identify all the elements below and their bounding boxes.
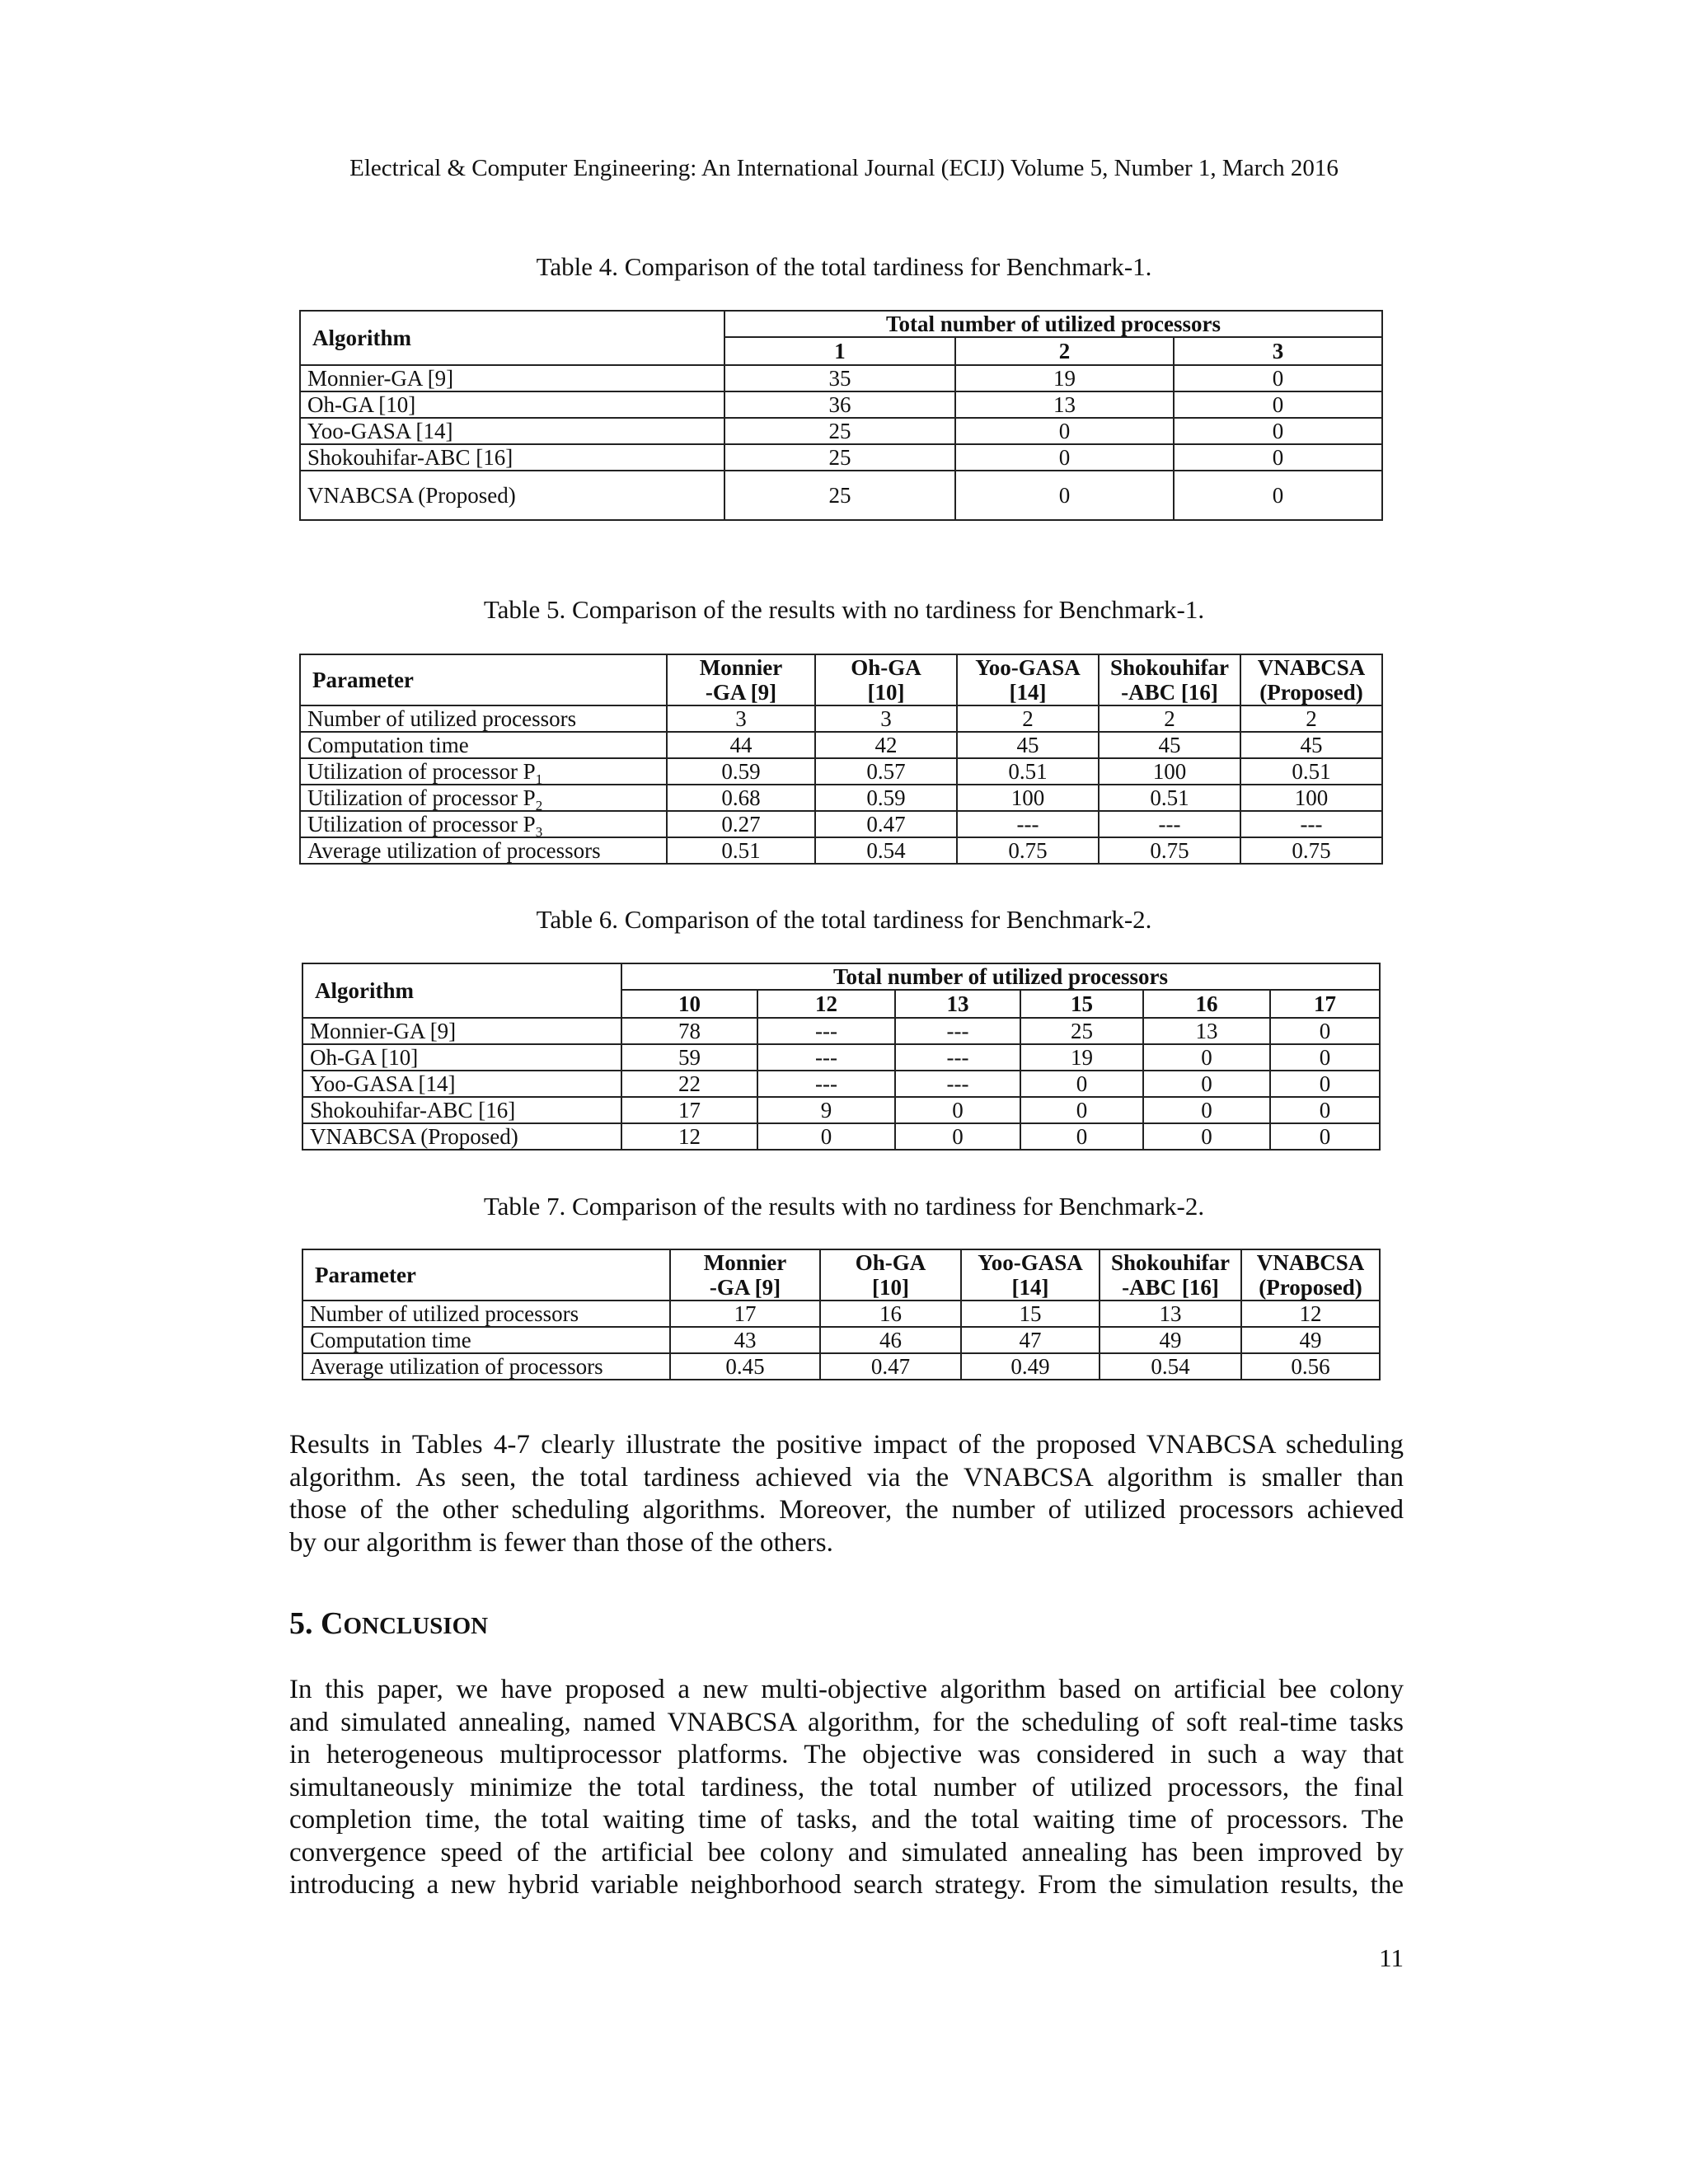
table5 (299, 654, 1383, 865)
table5-caption: Table 5. Comparison of the results with no tardiness for Benchmark-1. (483, 595, 1205, 624)
row-label: Yoo-GASA [14] (302, 1071, 621, 1097)
cell: 0.49 (961, 1353, 1100, 1380)
cell: 17 (621, 1097, 757, 1123)
cell: 42 (815, 732, 957, 758)
text-line: by our algorithm is fewer than those of the others. (289, 1527, 833, 1558)
cell: 0 (895, 1097, 1020, 1123)
cell: 49 (1100, 1327, 1241, 1353)
cell: 2 (1099, 705, 1240, 732)
table5-corner: Parameter (300, 654, 667, 705)
table-row (300, 444, 1382, 471)
row-label: Oh-GA [10] (302, 1044, 621, 1071)
table4-col-header: 1 (724, 337, 955, 365)
cell: 0.51 (1099, 785, 1240, 811)
cell: 0 (1174, 471, 1382, 520)
table5-col-header: Shokouhifar -ABC [16] (1099, 654, 1240, 705)
table-row (302, 1301, 1380, 1327)
table7-col-header: Oh-GA [10] (820, 1249, 961, 1301)
text-line: and simulated annealing, named VNABCSA algorithm, for the scheduling of soft real-time tasks (289, 1707, 1404, 1737)
page-number: 11 (1379, 1943, 1404, 1972)
table-row (300, 811, 1382, 837)
cell: 3 (815, 705, 957, 732)
cell: 0 (1174, 365, 1382, 391)
cell: 43 (670, 1327, 820, 1353)
cell: --- (1240, 811, 1382, 837)
cell: 0 (1020, 1071, 1143, 1097)
cell: --- (957, 811, 1099, 837)
table-row (300, 732, 1382, 758)
table-row (300, 418, 1382, 444)
cell: 0 (1270, 1071, 1380, 1097)
cell: 0 (1174, 418, 1382, 444)
text-line: convergence speed of the artificial bee colony and simulated annealing has been improved by (289, 1837, 1404, 1868)
text-line: introducing a new hybrid variable neighborhood search strategy. From the simulation results, the (289, 1870, 1404, 1900)
row-label: Computation time (300, 732, 667, 758)
cell: 44 (667, 732, 815, 758)
table6-col-header: 10 (621, 990, 757, 1018)
cell: --- (757, 1044, 895, 1071)
table-row (302, 1123, 1380, 1150)
cell: 0.59 (815, 785, 957, 811)
text-line: in heterogeneous multiprocessor platforms. The objective was considered in such a way that (289, 1740, 1404, 1769)
cell: 45 (957, 732, 1099, 758)
cell: 0 (1020, 1097, 1143, 1123)
cell: 0.47 (820, 1353, 961, 1380)
table4 (299, 310, 1383, 521)
cell: --- (895, 1071, 1020, 1097)
row-label: Number of utilized processors (300, 705, 667, 732)
cell: 12 (1241, 1301, 1380, 1327)
table4-group-header: Total number of utilized processors (724, 311, 1382, 337)
row-label: Utilization of processor $P_3$ (300, 811, 667, 837)
row-label: Monnier-GA [9] (302, 1018, 621, 1044)
cell: 12 (621, 1123, 757, 1150)
table-row (300, 785, 1382, 811)
cell: 2 (957, 705, 1099, 732)
cell: --- (757, 1018, 895, 1044)
cell: 3 (667, 705, 815, 732)
table-row (300, 705, 1382, 732)
cell: 0.51 (667, 837, 815, 864)
table6-group-header: Total number of utilized processors (621, 963, 1380, 990)
table-row (302, 1018, 1380, 1044)
cell: 35 (724, 365, 955, 391)
cell: 0 (1143, 1097, 1270, 1123)
row-label: Utilization of processor $P_2$ (300, 785, 667, 811)
cell: 36 (724, 391, 955, 418)
table4-caption: Table 4. Comparison of the total tardiness for Benchmark-1. (536, 252, 1152, 281)
cell: 0 (955, 418, 1174, 444)
row-label: Oh-GA [10] (300, 391, 724, 418)
row-label: Yoo-GASA [14] (300, 418, 724, 444)
cell: 100 (1240, 785, 1382, 811)
table5-col-header: Monnier -GA [9] (667, 654, 815, 705)
text-line: Results in Tables 4-7 clearly illustrate the positive impact of the proposed VNABCSA scheduling (289, 1430, 1404, 1460)
table6-col-header: 17 (1270, 990, 1380, 1018)
table7-col-header: Shokouhifar -ABC [16] (1100, 1249, 1241, 1301)
cell: 0 (1270, 1123, 1380, 1150)
cell: 45 (1099, 732, 1240, 758)
section-heading: 5. CONCLUSION (289, 1606, 489, 1641)
table7-col-header: VNABCSA (Proposed) (1241, 1249, 1380, 1301)
cell: 0.59 (667, 758, 815, 785)
cell: 25 (724, 471, 955, 520)
cell: 25 (1020, 1018, 1143, 1044)
cell: 0 (955, 471, 1174, 520)
cell: 19 (1020, 1044, 1143, 1071)
cell: 0.27 (667, 811, 815, 837)
text-line: simultaneously minimize the total tardiness, the total number of utilized processors, the final (289, 1772, 1404, 1802)
text-line: completion time, the total waiting time of tasks, and the total waiting time of processors. The (289, 1805, 1404, 1835)
cell: 0 (955, 444, 1174, 471)
table6-col-header: 13 (895, 990, 1020, 1018)
cell: 9 (757, 1097, 895, 1123)
table5-col-header: Oh-GA [10] (815, 654, 957, 705)
cell: 0 (1174, 391, 1382, 418)
row-label: Utilization of processor $P_1$ (300, 758, 667, 785)
table-row (302, 1071, 1380, 1097)
table-row (302, 1044, 1380, 1071)
cell: 49 (1241, 1327, 1380, 1353)
conclusion-paragraph (289, 1674, 1404, 1902)
results-paragraph (289, 1429, 1404, 1559)
cell: 17 (670, 1301, 820, 1327)
table-row (302, 1097, 1380, 1123)
cell: 0.56 (1241, 1353, 1380, 1380)
cell: 0 (1143, 1123, 1270, 1150)
running-header: Electrical & Computer Engineering: An International Journal (ECIJ) Volume 5, Number 1, March 2016 (349, 155, 1339, 181)
cell: --- (895, 1018, 1020, 1044)
table6 (302, 963, 1381, 1151)
cell: 0 (757, 1123, 895, 1150)
row-label: Average utilization of processors (300, 837, 667, 864)
cell: 0.75 (1240, 837, 1382, 864)
cell: 0 (1270, 1097, 1380, 1123)
cell: 0.75 (1099, 837, 1240, 864)
row-label: Shokouhifar-ABC [16] (302, 1097, 621, 1123)
cell: 15 (961, 1301, 1100, 1327)
table7-col-header: Monnier -GA [9] (670, 1249, 820, 1301)
cell: 13 (1143, 1018, 1270, 1044)
table6-col-header: 15 (1020, 990, 1143, 1018)
table6-corner: Algorithm (302, 963, 621, 1018)
table5-col-header: VNABCSA (Proposed) (1240, 654, 1382, 705)
table7-col-header: Yoo-GASA [14] (961, 1249, 1100, 1301)
cell: 0 (1020, 1123, 1143, 1150)
row-label: Computation time (302, 1327, 670, 1353)
table7-caption: Table 7. Comparison of the results with no tardiness for Benchmark-2. (483, 1192, 1205, 1221)
cell: 25 (724, 444, 955, 471)
cell: 0.75 (957, 837, 1099, 864)
cell: 47 (961, 1327, 1100, 1353)
table4-corner: Algorithm (300, 311, 724, 365)
cell: 0.68 (667, 785, 815, 811)
row-label: Shokouhifar-ABC [16] (300, 444, 724, 471)
cell: 0.51 (1240, 758, 1382, 785)
cell: --- (895, 1044, 1020, 1071)
table-row (302, 1353, 1380, 1380)
table6-col-header: 16 (1143, 990, 1270, 1018)
cell: 13 (1100, 1301, 1241, 1327)
table4-col-header: 3 (1174, 337, 1382, 365)
cell: --- (1099, 811, 1240, 837)
cell: 0.47 (815, 811, 957, 837)
table5-col-header: Yoo-GASA [14] (957, 654, 1099, 705)
cell: 45 (1240, 732, 1382, 758)
cell: 0 (1270, 1044, 1380, 1071)
table-row (302, 1327, 1380, 1353)
cell: --- (757, 1071, 895, 1097)
cell: 0 (1174, 444, 1382, 471)
table-row (300, 758, 1382, 785)
cell: 100 (1099, 758, 1240, 785)
cell: 0.54 (815, 837, 957, 864)
table6-caption: Table 6. Comparison of the total tardiness for Benchmark-2. (536, 905, 1152, 934)
table4-col-header: 2 (955, 337, 1174, 365)
cell: 19 (955, 365, 1174, 391)
table7 (302, 1249, 1381, 1380)
cell: 2 (1240, 705, 1382, 732)
row-label: Number of utilized processors (302, 1301, 670, 1327)
row-label: VNABCSA (Proposed) (302, 1123, 621, 1150)
table-row (300, 837, 1382, 864)
cell: 0 (1143, 1044, 1270, 1071)
cell: 16 (820, 1301, 961, 1327)
cell: 0 (1270, 1018, 1380, 1044)
cell: 0 (1143, 1071, 1270, 1097)
cell: 25 (724, 418, 955, 444)
text-line: In this paper, we have proposed a new multi-objective algorithm based on artificial bee colony (289, 1675, 1404, 1704)
cell: 46 (820, 1327, 961, 1353)
cell: 78 (621, 1018, 757, 1044)
row-label: Monnier-GA [9] (300, 365, 724, 391)
row-label: Average utilization of processors (302, 1353, 670, 1380)
cell: 0.54 (1100, 1353, 1241, 1380)
text-line: algorithm. As seen, the total tardiness achieved via the VNABCSA algorithm is smaller than (289, 1462, 1404, 1493)
text-line: those of the other scheduling algorithms. Moreover, the number of utilized processors achieved (289, 1495, 1404, 1525)
cell: 59 (621, 1044, 757, 1071)
table6-col-header: 12 (757, 990, 895, 1018)
cell: 0.51 (957, 758, 1099, 785)
cell: 22 (621, 1071, 757, 1097)
cell: 100 (957, 785, 1099, 811)
cell: 0.45 (670, 1353, 820, 1380)
cell: 13 (955, 391, 1174, 418)
row-label: VNABCSA (Proposed) (300, 471, 724, 520)
table-row (300, 365, 1382, 391)
cell: 0.57 (815, 758, 957, 785)
table-row (300, 391, 1382, 418)
table7-corner: Parameter (302, 1249, 670, 1301)
cell: 0 (895, 1123, 1020, 1150)
table-row (300, 471, 1382, 520)
